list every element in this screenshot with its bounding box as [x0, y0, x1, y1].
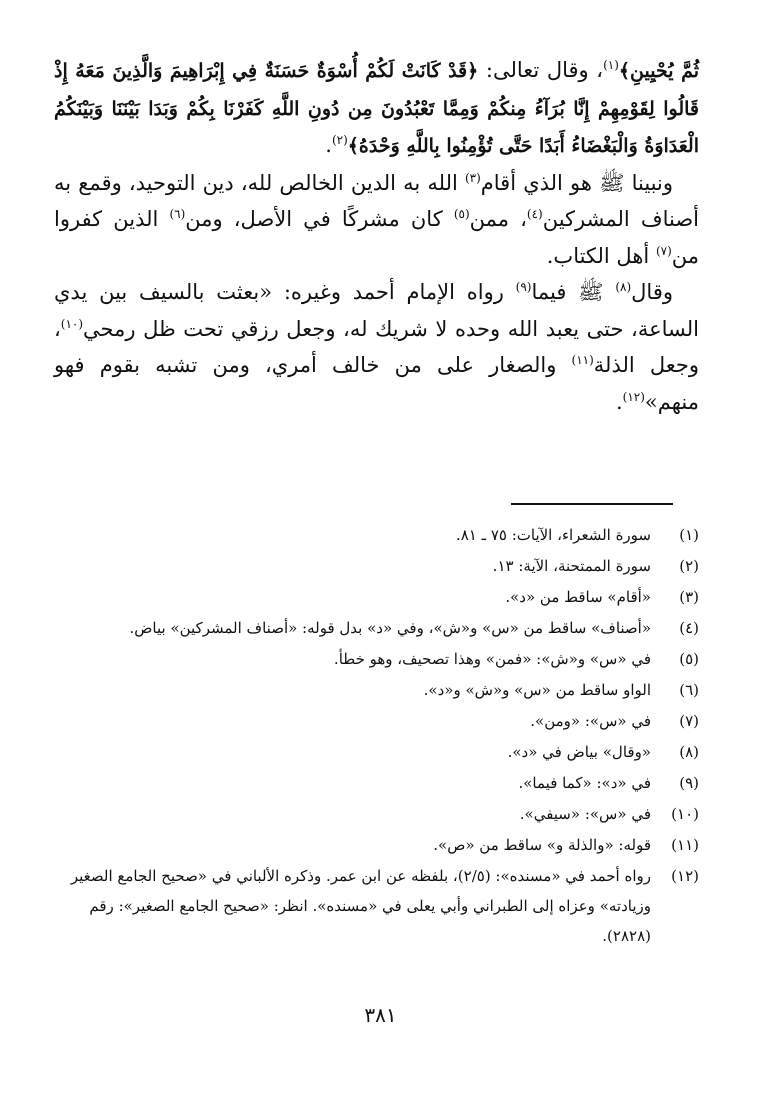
footnote-number: (٩) — [679, 774, 699, 792]
text-run: الذين كفروا من — [54, 207, 699, 268]
footnote — [54, 551, 699, 582]
footnote-number: (١١) — [671, 836, 699, 854]
footnote-number: (١٢) — [671, 867, 699, 885]
footnote-number: (١٠) — [671, 805, 699, 823]
text-run: ، وقال تعالى: — [478, 58, 604, 82]
footnote — [54, 861, 699, 951]
footnote-marker: (١) — [603, 58, 619, 72]
footnote-marker: (٤) — [526, 207, 543, 221]
paragraph — [54, 52, 699, 165]
footnote-number: (٢) — [679, 557, 699, 575]
footnote — [54, 582, 699, 613]
footnote — [54, 768, 699, 799]
footnote-number: (٣) — [679, 588, 699, 606]
text-run: الله به الدين الخالص لله، دين التوحيد، وقمع به أصناف المشركين — [54, 170, 699, 231]
footnote-text: قوله: «والذلة و» ساقط من «ص». — [433, 836, 651, 854]
quran-verse: ثُمَّ يُحْيِينِ﴾ — [618, 60, 700, 82]
footnote-marker: (٦) — [169, 207, 186, 221]
footnote-text: في «د»: «كما فيما». — [518, 774, 651, 792]
footnote-number: (٨) — [679, 743, 699, 761]
footnote — [54, 675, 699, 706]
footnote-number: (٦) — [679, 681, 699, 699]
footnote-text: الواو ساقط من «س» و«ش» و«د». — [423, 681, 651, 699]
footnote-number: (١) — [679, 526, 699, 544]
text-run: ، ممن — [469, 207, 527, 231]
text-run: والصغار على من خالف أمري، ومن تشبه بقوم فهو منهم» — [54, 353, 699, 414]
footnote-text: في «س»: «سيفي». — [519, 805, 651, 823]
footnote-marker: (٧) — [655, 243, 672, 258]
footnote — [54, 644, 699, 675]
text-run: وقال — [631, 280, 673, 304]
footnote-text: سورة الشعراء، الآيات: ٧٥ ـ ٨١. — [455, 526, 651, 544]
text-run: . — [325, 133, 332, 157]
text-run: ﷺ فيما — [531, 280, 616, 304]
footnotes — [54, 520, 699, 951]
quran-verse: ﴿قَدْ كَانَتْ لَكُمْ أُسْوَةٌ حَسَنَةٌ فِي إِبْرَاهِيمَ وَالَّذِينَ مَعَهُ إِذْ قَالُوا لِقَوْمِهِمْ إِنَّا بُرَآءُ مِنكُمْ وَمِمَّا تَعْبُدُونَ مِن دُونِ اللَّهِ كَفَرْنَا بِكُمْ وَبَدَا بَيْنَنَا وَبَيْنَكُمُ الْعَدَاوَةُ وَالْبَغْضَاءُ أَبَدًا حَتَّى تُؤْمِنُوا بِاللَّهِ وَحْدَهُ﴾ — [54, 60, 699, 157]
footnote-text: «أقام» ساقط من «د». — [505, 588, 651, 606]
footnote-text: في «س» و«ش»: «فمن» وهذا تصحيف، وهو خطأ. — [333, 650, 651, 668]
page-number: ٣٨١ — [364, 1003, 397, 1027]
footnote-number: (٥) — [679, 650, 699, 668]
footnote — [54, 737, 699, 768]
text-run: ، وجعل الذلة — [54, 316, 700, 377]
footnote-marker: (١١) — [571, 353, 594, 367]
paragraph — [54, 165, 699, 275]
footnote-marker: (٨) — [615, 280, 632, 294]
footnote-number: (٧) — [679, 712, 699, 730]
text-run: . — [615, 389, 623, 414]
footnote-text: سورة الممتحنة، الآية: ١٣. — [492, 557, 651, 575]
paragraph — [54, 274, 699, 420]
text-run: رواه الإمام أحمد وغيره: «بعثت بالسيف بين يدي الساعة، حتى يعبد الله وحده لا شريك له، وجعل رزقي تحت ظل رمحي — [54, 280, 699, 341]
footnote-marker: (١٢) — [622, 389, 645, 404]
text-run: ونبينا ﷺ هو الذي أقام — [480, 170, 674, 195]
footnote-number: (٤) — [679, 619, 699, 637]
footnote-marker: (٥) — [453, 207, 470, 221]
footnote — [54, 520, 699, 551]
footnote-text: في «س»: «ومن». — [530, 712, 651, 730]
footnote — [54, 706, 699, 737]
footnote-separator — [511, 503, 673, 505]
footnote-marker: (٩) — [515, 280, 532, 294]
footnote-marker: (٣) — [464, 170, 481, 185]
footnote-text: «وقال» بياض في «د». — [507, 743, 651, 761]
footnote — [54, 799, 699, 830]
footnote — [54, 613, 699, 644]
footnote-marker: (٢) — [331, 133, 348, 147]
footnote — [54, 830, 699, 861]
footnote-text: «أصناف» ساقط من «س» و«ش»، وفي «د» بدل قوله: «أصناف المشركين» بياض. — [129, 619, 651, 637]
main-text — [54, 52, 699, 420]
footnote-text: رواه أحمد في «مسنده»: (٢/٥)، بلفظه عن ابن عمر. وذكره الألباني في «صحيح الجامع الصغير وزيادته» وعزاه إلى الطبراني وأبي يعلى في «مسنده». انظر: «صحيح الجامع الصغير»: رقم (٢٨٢٨). — [70, 867, 651, 945]
footnote-marker: (١٠) — [60, 316, 84, 331]
text-run: كان مشركًا في الأصل، ومن — [185, 207, 454, 231]
text-run: أهل الكتاب. — [546, 243, 656, 268]
